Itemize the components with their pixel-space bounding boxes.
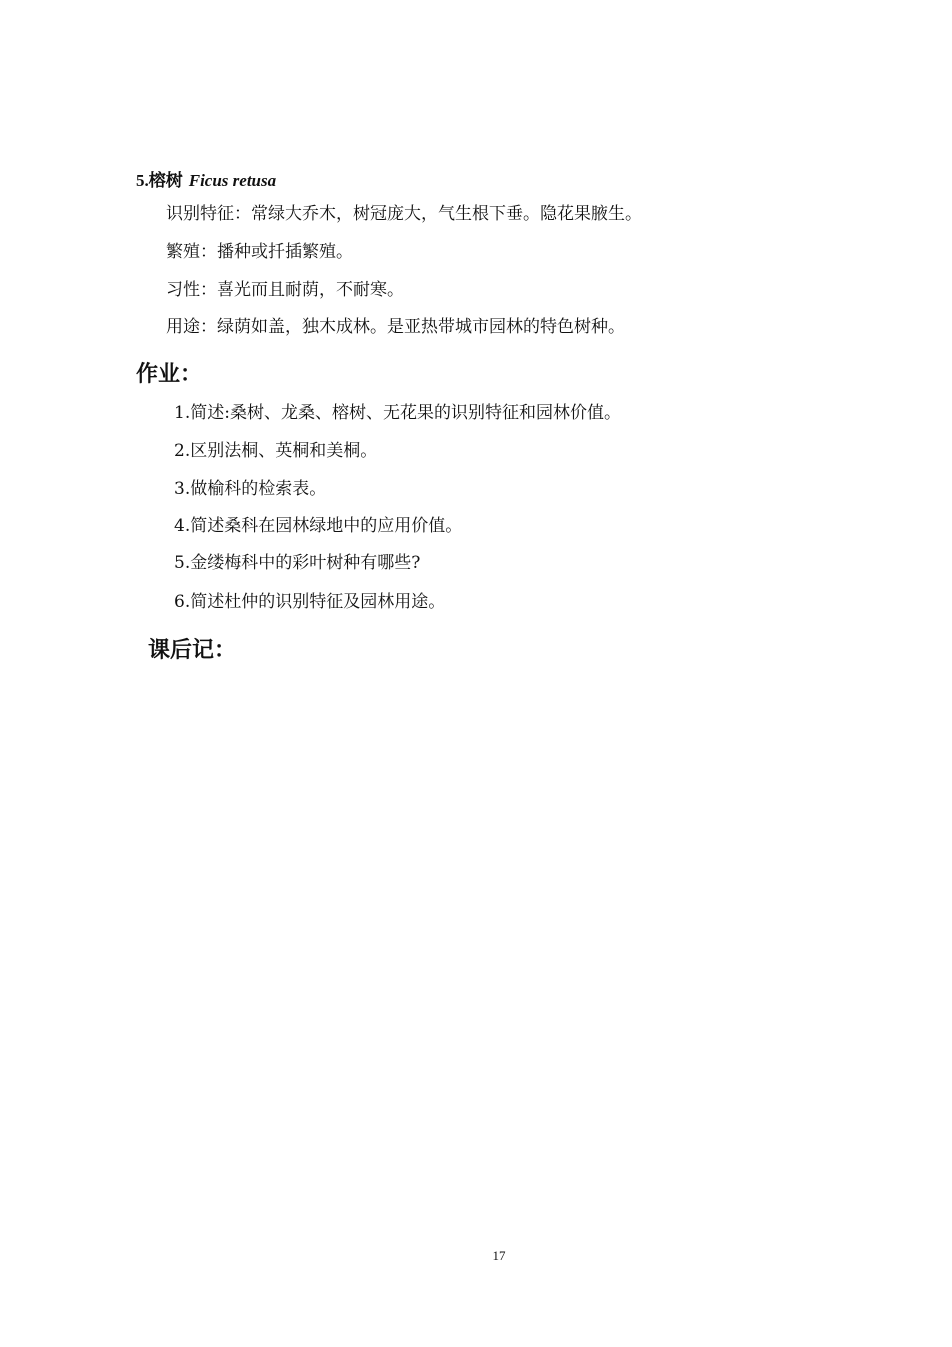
homework-task: 3.做榆科的检索表。 — [174, 479, 327, 499]
habit-paragraph: 习性：喜光而且耐荫，不耐寒。 — [166, 280, 404, 300]
homework-task: 6.简述杜仲的识别特征及园林用途。 — [174, 592, 446, 612]
propagation-paragraph: 繁殖：播种或扦插繁殖。 — [166, 242, 353, 262]
notes-heading: 课后记： — [148, 638, 237, 663]
homework-task: 5.金缕梅科中的彩叶树种有哪些? — [174, 553, 421, 573]
homework-task: 1.简述:桑树、龙桑、榕树、无花果的识别特征和园林价值。 — [174, 403, 621, 423]
homework-heading: 作业： — [136, 362, 203, 387]
homework-task: 4.简述桑科在园林绿地中的应用价值。 — [174, 516, 463, 536]
page-number: 17 — [492, 1248, 506, 1263]
species-latin-name: Ficus retusa — [188, 171, 277, 190]
identification-paragraph: 识别特征：常绿大乔木，树冠庞大，气生根下垂。隐花果腋生。 — [166, 204, 642, 224]
use-paragraph: 用途：绿荫如盖，独木成林。是亚热带城市园林的特色树种。 — [166, 317, 625, 337]
species-number-name: 5.榕树 — [136, 171, 183, 190]
homework-task: 2.区别法桐、英桐和美桐。 — [174, 441, 378, 461]
species-heading — [136, 166, 276, 191]
